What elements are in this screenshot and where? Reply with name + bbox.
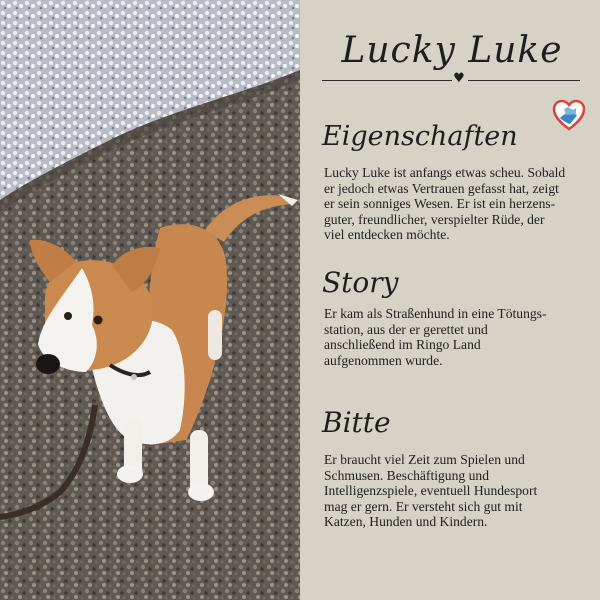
dog-name-title: Lucky Luke	[341, 30, 563, 71]
heart-icon: ♥	[453, 71, 465, 86]
section-text-eigenschaften: Lucky Luke ist anfangs etwas scheu. Sobald er jedoch etwas Vertrauen gefasst hat, zeigt er sein sonniges Wesen. Er ist ein herzens- guter, freundlicher, verspielter Rüde, der viel entdecken möchte.	[324, 165, 566, 243]
section-heading-eigenschaften: Eigenschaften	[322, 121, 518, 152]
title-divider-right	[468, 80, 580, 81]
section-heading-bitte: Bitte	[322, 406, 391, 439]
heart-logo-graphic	[552, 98, 586, 132]
section-text-story: Er kam als Straßenhund in eine Tötungs- station, aus der er gerettet und anschließend im Ringo Land aufgenommen wurde.	[324, 306, 547, 368]
section-heading-story: Story	[322, 266, 399, 299]
section-text-bitte: Er braucht viel Zeit zum Spielen und Schmusen. Beschäftigung und Intelligenzspiele, eventuell Hundesport mag er gern. Er versteht sich gut mit Katzen, Hunden und Kindern.	[324, 452, 538, 530]
title-divider-left	[322, 80, 452, 81]
info-panel	[300, 0, 600, 600]
heart-logo-icon	[552, 98, 586, 132]
